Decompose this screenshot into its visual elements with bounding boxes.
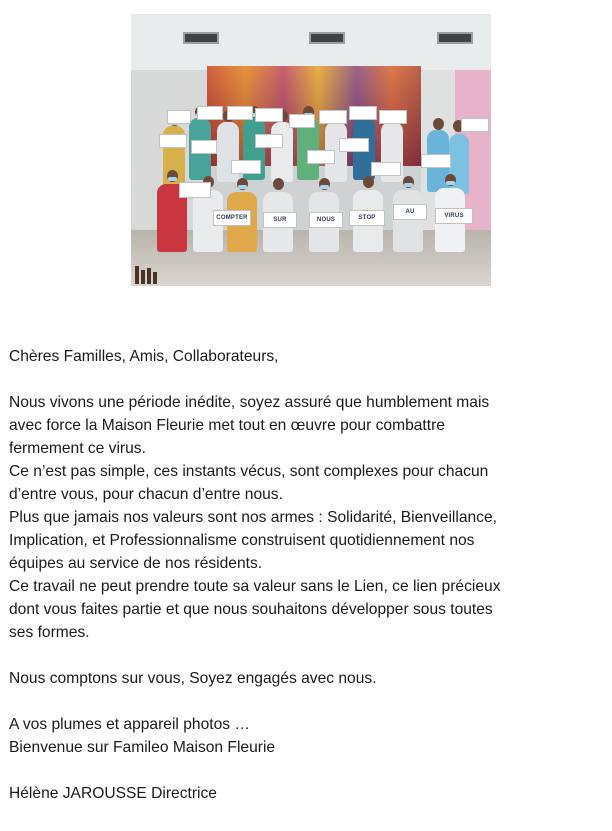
vent-icon: [437, 32, 473, 44]
letter-line: équipes au service de nos résidents.: [9, 555, 263, 572]
blank-sign: [319, 110, 347, 124]
blank-sign: [371, 162, 401, 176]
blank-sign: [255, 134, 283, 148]
blank-sign: [197, 106, 223, 120]
letter-line: ses formes.: [9, 624, 90, 641]
blank-sign: [461, 118, 489, 132]
letter-line: Implication, et Professionnalisme construisent quotidiennement nos: [9, 532, 475, 549]
letter-line: fermement ce virus.: [9, 440, 146, 457]
blank-sign: [231, 160, 261, 174]
blank-sign: [167, 110, 191, 124]
paragraph-gap: [9, 368, 604, 391]
letter-line: avec force la Maison Fleurie met tout en œuvre pour combattre: [9, 417, 445, 434]
letter-greeting: Chères Familles, Amis, Collaborateurs,: [9, 348, 279, 365]
sign-stop: STOP: [349, 210, 385, 226]
letter-line: Bienvenue sur Famileo Maison Fleurie: [9, 739, 276, 756]
sign-sur: SUR: [263, 212, 297, 228]
blank-sign: [421, 154, 451, 168]
sign-nous: NOUS: [309, 212, 343, 228]
paragraph-gap: [9, 690, 604, 713]
blank-sign: [179, 182, 211, 198]
blank-sign: [191, 140, 217, 154]
letter-line: A vos plumes et appareil photos …: [9, 716, 250, 733]
face-mask: [404, 183, 413, 187]
blank-sign: [339, 138, 369, 152]
person-figure: [271, 122, 293, 182]
letter-closing-line: Nous comptons sur vous, Soyez engagés avec nous.: [9, 670, 377, 687]
vent-icon: [309, 32, 345, 44]
group-photo: [131, 14, 491, 286]
bottle-icon: [141, 270, 145, 284]
bottle-icon: [153, 272, 157, 284]
blank-sign: [307, 150, 335, 164]
blank-sign: [159, 134, 187, 148]
blank-sign: [349, 106, 377, 120]
letter-body: [9, 345, 604, 805]
blank-sign: [255, 108, 283, 122]
sign-virus: VIRUS: [435, 208, 473, 224]
blank-sign: [227, 106, 253, 120]
blank-sign: [289, 114, 315, 128]
letter-line: d’entre vous, pour chacun d’entre nous.: [9, 486, 283, 503]
face-mask: [168, 177, 177, 181]
face-mask: [320, 185, 329, 189]
paragraph-gap: [9, 644, 604, 667]
person-head: [273, 178, 284, 190]
person-head: [363, 176, 374, 188]
person-figure: [393, 190, 423, 252]
bottle-icon: [147, 268, 151, 284]
sign-au: AU: [393, 204, 427, 220]
blank-sign: [379, 110, 407, 124]
letter-signature: Hélène JAROUSSE Directrice: [9, 785, 217, 802]
letter-line: Ce travail ne peut prendre toute sa valeur sans le Lien, ce lien précieux: [9, 578, 501, 595]
face-mask: [238, 185, 247, 189]
bottle-icon: [135, 266, 139, 284]
letter-line: Plus que jamais nos valeurs sont nos armes : Solidarité, Bienveillance,: [9, 509, 497, 526]
letter-line: Nous vivons une période inédite, soyez assuré que humblement mais: [9, 394, 490, 411]
letter-line: dont vous faites partie et que nous souhaitons développer sous toutes: [9, 601, 493, 618]
face-mask: [446, 181, 455, 185]
letter-line: Ce n’est pas simple, ces instants vécus, sont complexes pour chacun: [9, 463, 489, 480]
table-bottles: [133, 260, 159, 284]
sign-compter: COMPTER: [213, 210, 251, 226]
vent-icon: [183, 32, 219, 44]
paragraph-gap: [9, 759, 604, 782]
person-head: [433, 118, 444, 130]
